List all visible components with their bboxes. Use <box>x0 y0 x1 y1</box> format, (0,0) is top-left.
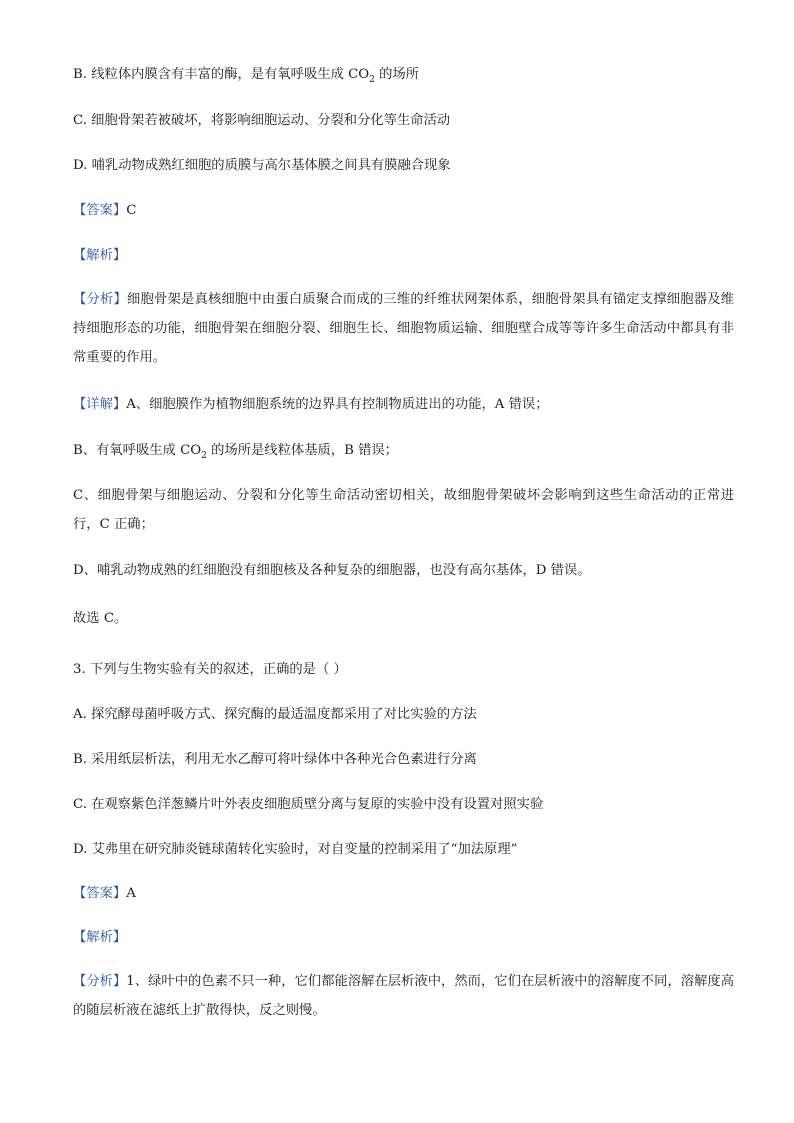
detail-a-text: A、细胞膜作为植物细胞系统的边界具有控制物质进出的功能，A 错误； <box>126 397 549 412</box>
q2-analysis-tag: 【解析】 <box>73 248 127 263</box>
analysis-text: 1、绿叶中的色素不只一种，它们都能溶解在层析液中，然而，它们在层析液中的溶解度不同，溶解度高的随层析液在滤纸上扩散得快，反之则慢。 <box>73 974 735 1018</box>
answer-value: C <box>126 203 137 218</box>
analysis-text: 细胞骨架是真核细胞中由蛋白质聚合而成的三维的纤维状网架体系，细胞骨架具有锚定支撑细胞器及维持细胞形态的功能，细胞骨架在细胞分裂、细胞生长、细胞物质运输、细胞壁合成等等许多生命活动中都具有非常重要的作用。 <box>73 292 735 365</box>
q2-detail-d: D、哺乳动物成熟的红细胞没有细胞核及各种复杂的细胞器，也没有高尔基体，D 错误。 <box>73 563 591 578</box>
q3-analysis <box>73 967 734 1025</box>
q3-option-d: D. 艾弗里在研究肺炎链球菌转化实验时，对自变量的控制采用了“加法原理” <box>73 842 518 857</box>
q2-detail-c: C、细胞骨架与细胞运动、分裂和分化等生命活动密切相关，故细胞骨架破坏会影响到这些生命活动的正常进行，C 正确； <box>73 488 734 532</box>
q2-option-b-text: B. 线粒体内膜含有丰富的酶，是有氧呼吸生成 CO <box>73 67 370 82</box>
q3-analysis-tag: 【解析】 <box>73 930 127 945</box>
q2-option-d: D. 哺乳动物成熟红细胞的质膜与高尔基体膜之间具有膜融合现象 <box>73 158 451 173</box>
q3-answer <box>73 886 734 902</box>
analysis-label: 【分析】 <box>73 292 127 307</box>
answer-value: A <box>126 886 136 901</box>
q2-option-b <box>73 67 734 84</box>
analysis-label: 【分析】 <box>73 974 127 989</box>
q3-option-c: C. 在观察紫色洋葱鳞片叶外表皮细胞质壁分离与复原的实验中没有设置对照实验 <box>73 797 544 812</box>
q2-answer <box>73 203 734 219</box>
q3-option-a: A. 探究酵母菌呼吸方式、探究酶的最适温度都采用了对比实验的方法 <box>73 707 477 722</box>
q2-detail-a <box>73 397 734 413</box>
q2-conclusion: 故选 C。 <box>73 611 128 626</box>
q2-option-b-tail: 的场所 <box>374 67 420 82</box>
subscript: 2 <box>369 75 375 85</box>
detail-b-tail: 的场所是线粒体基质，B 错误； <box>206 443 398 458</box>
detail-label: 【详解】 <box>73 397 127 412</box>
q2-option-c: C. 细胞骨架若被破坏，将影响细胞运动、分裂和分化等生命活动 <box>73 113 451 128</box>
answer-tag: 【答案】 <box>73 886 127 901</box>
q3-stem: 3. 下列与生物实验有关的叙述，正确的是（ ） <box>73 662 347 677</box>
q3-option-b: B. 采用纸层析法，利用无水乙醇可将叶绿体中各种光合色素进行分离 <box>73 752 477 767</box>
answer-tag: 【答案】 <box>73 203 127 218</box>
q2-analysis <box>73 285 734 372</box>
detail-b-text: B、有氧呼吸生成 CO <box>73 443 202 458</box>
q2-detail-b <box>73 443 734 460</box>
subscript: 2 <box>201 451 207 461</box>
